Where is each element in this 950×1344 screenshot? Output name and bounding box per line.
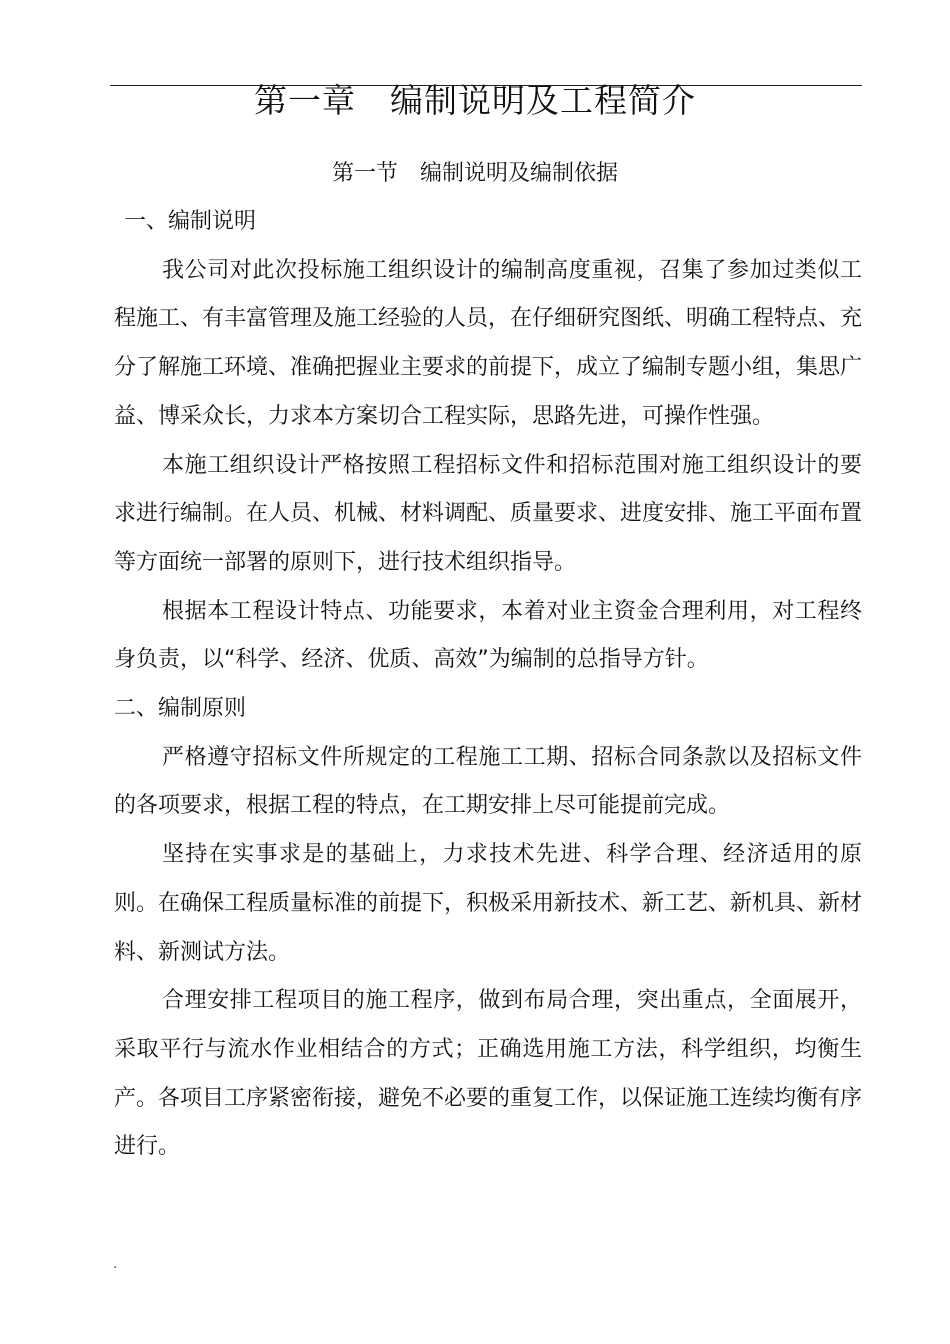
paragraph: 坚持在实事求是的基础上，力求技术先进、科学合理、经济适用的原则。在确保工程质量标准的前提下，积极采用新技术、新工艺、新机具、新材料、新测试方法。	[114, 842, 863, 965]
paragraph: 我公司对此次投标施工组织设计的编制高度重视，召集了参加过类似工程施工、有丰富管理及施工经验的人员，在仔细研究图纸、明确工程特点、充分了解施工环境、准确把握业主要求的前提下，成立了编制专题小组，集思广益、博采众长，力求本方案切合工程实际，思路先进，可操作性强。	[114, 257, 863, 429]
body-text	[114, 198, 862, 1172]
paragraph: 本施工组织设计严格按照工程招标文件和招标范围对施工组织设计的要求进行编制。在人员、机械、材料调配、质量要求、进度安排、施工平面布置等方面统一部署的原则下，进行技术组织指导。	[114, 452, 863, 575]
paragraph: 根据本工程设计特点、功能要求，本着对业主资金合理利用，对工程终身负责，以“科学、经济、优质、高效”为编制的总指导方针。	[114, 598, 862, 673]
chapter-title: 第一章 编制说明及工程简介	[254, 81, 696, 120]
paragraph: 严格遵守招标文件所规定的工程施工工期、招标合同条款以及招标文件的各项要求，根据工程的特点，在工期安排上尽可能提前完成。	[114, 744, 862, 819]
section-title: 第一节 编制说明及编制依据	[331, 161, 618, 186]
footer-mark: .	[113, 1256, 118, 1272]
paragraph: 合理安排工程项目的施工程序，做到布局合理，突出重点，全面展开，采取平行与流水作业相结合的方式；正确选用施工方法，科学组织，均衡生产。各项目工序紧密衔接，避免不必要的重复工作，以保证施工连续均衡有序进行。	[114, 988, 863, 1160]
heading-compilation-notes: 一、编制说明	[124, 209, 257, 234]
heading-compilation-principles: 二、编制原则	[114, 696, 247, 722]
